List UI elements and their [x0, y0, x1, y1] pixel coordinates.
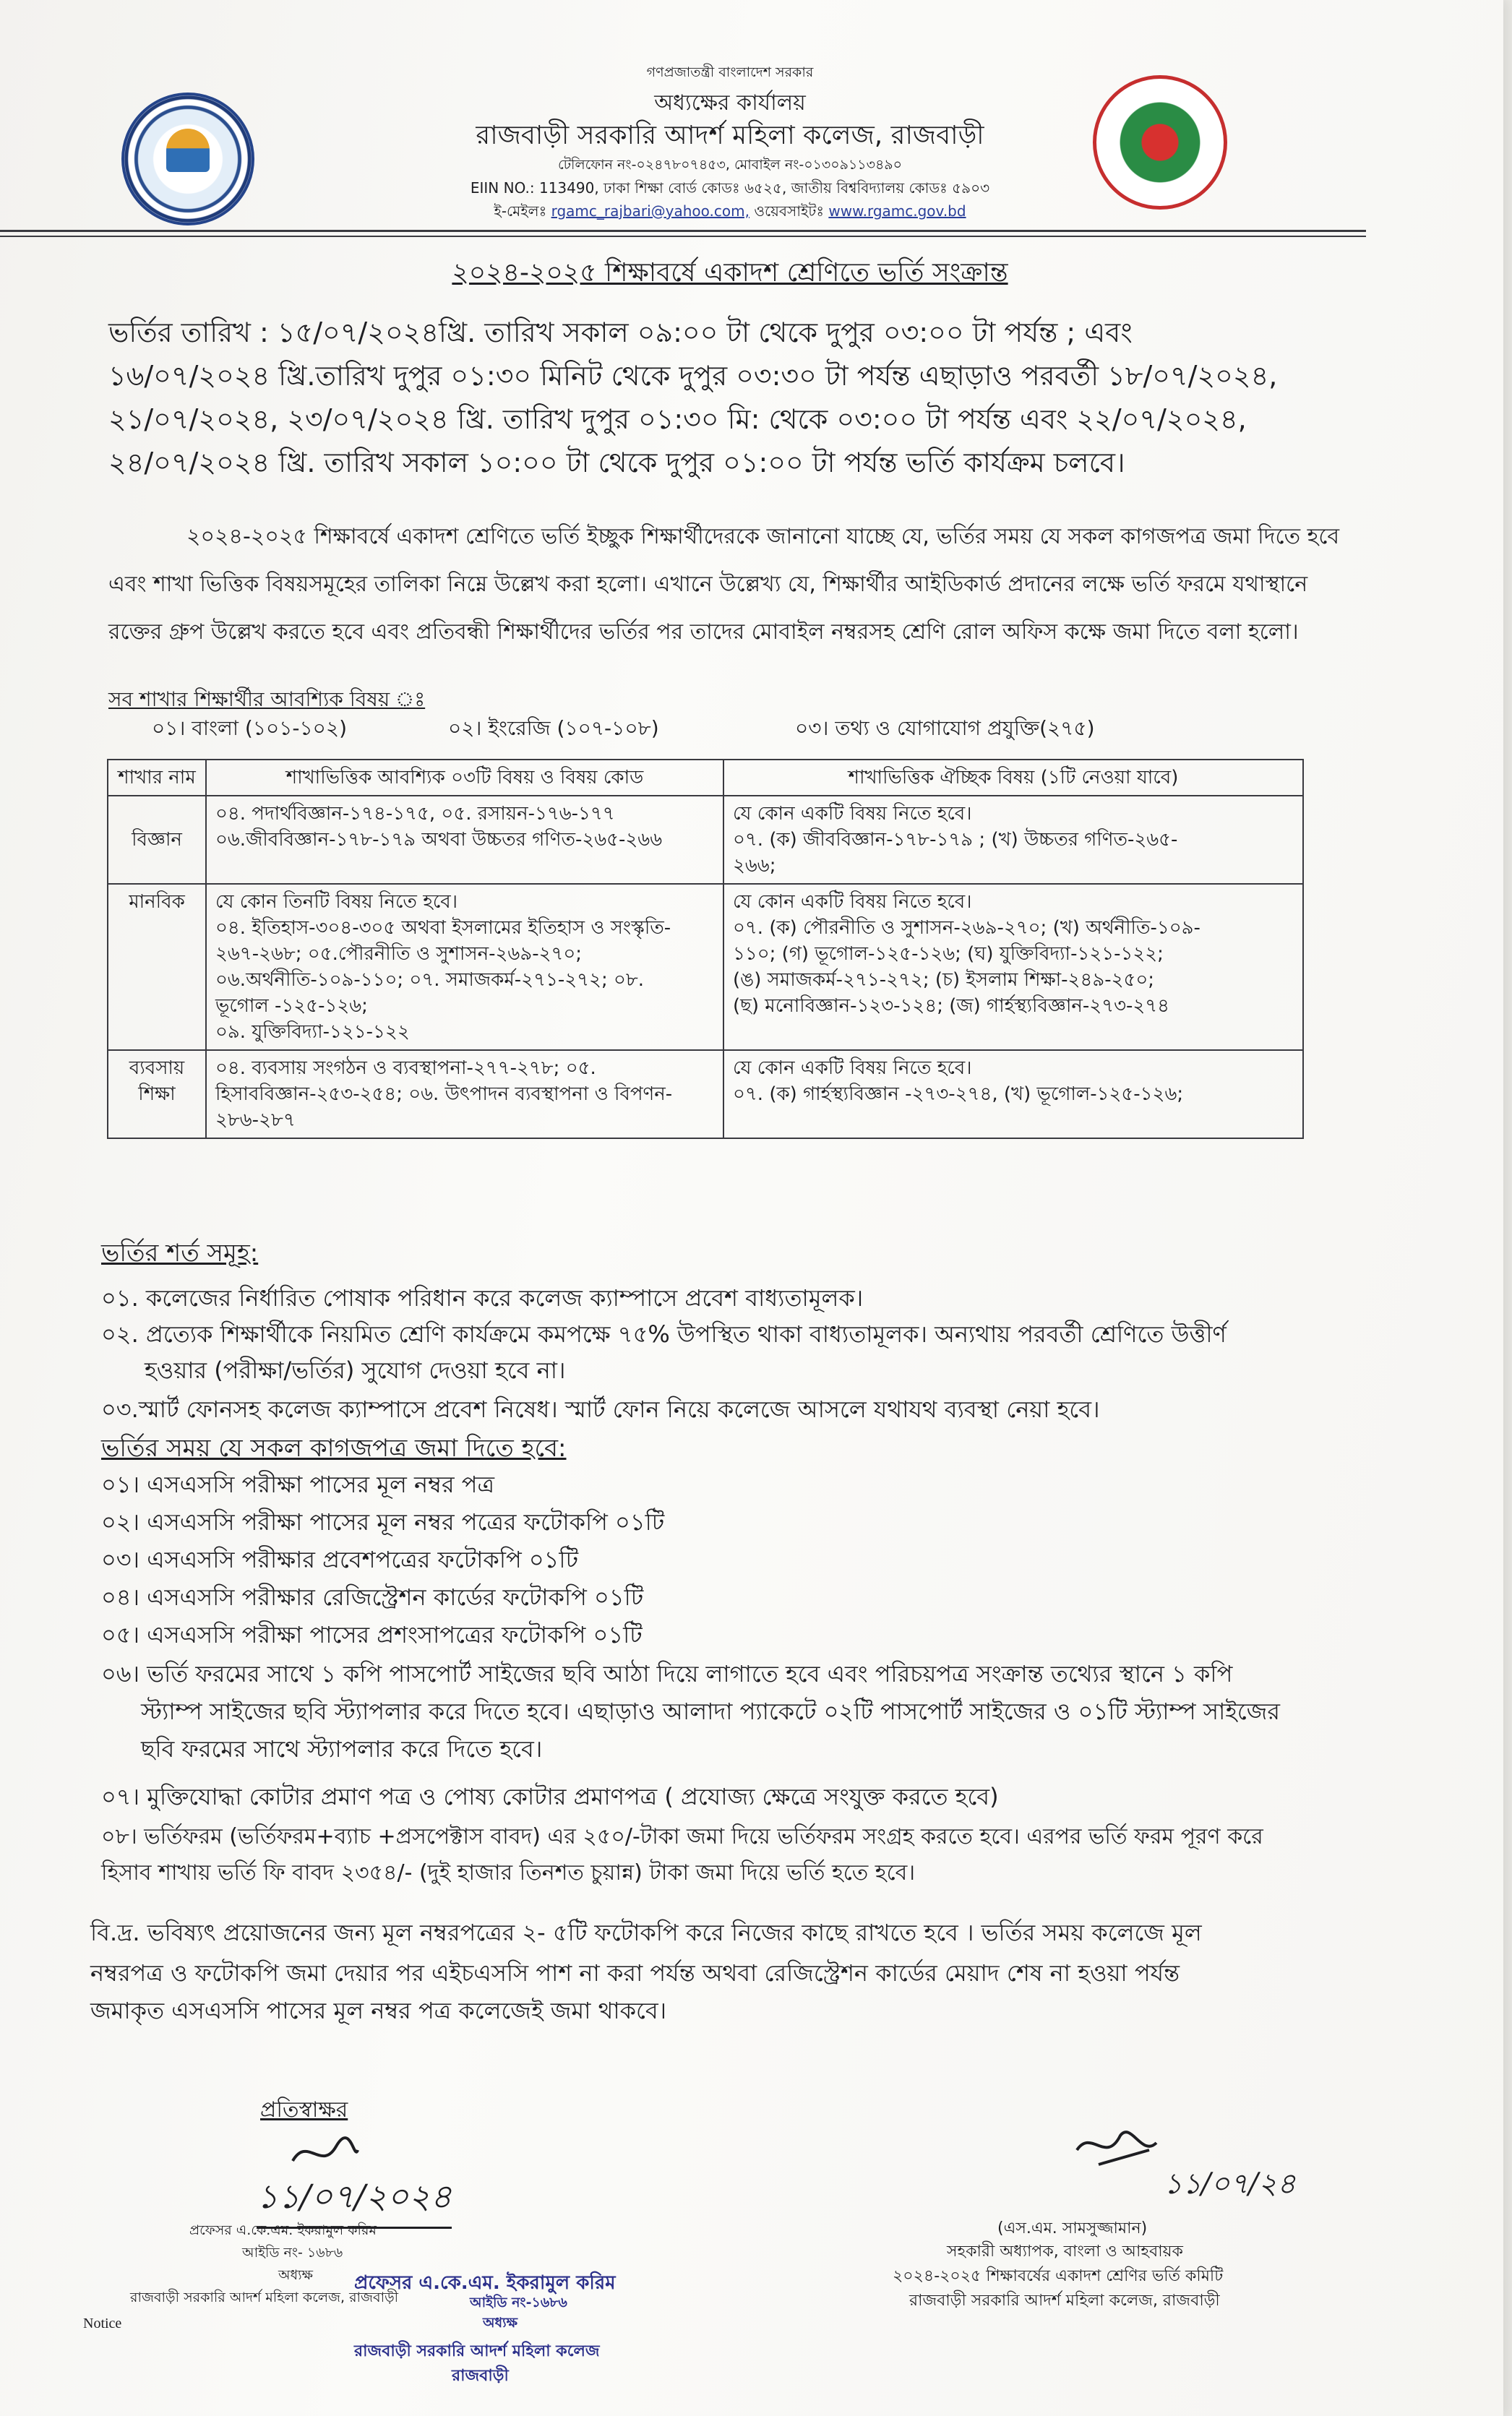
table-cell-line: ২৬৭-২৬৮; ০৫.পৌরনীতি ও সুশাসন-২৬৯-২৭০; — [215, 943, 583, 965]
stamp-college: রাজবাড়ী সরকারি আদর্শ মহিলা কলেজ — [354, 2342, 600, 2360]
table-cell-line: যে কোন একটি বিষয় নিতে হবে। — [733, 891, 972, 913]
subject-table — [107, 759, 1304, 1139]
signer-name-right: (এস.এম. সামসুজ্জামান) — [997, 2219, 1148, 2237]
table-row — [108, 1050, 1303, 1138]
email-link[interactable]: rgamc_rajbari@yahoo.com, — [551, 202, 749, 220]
document-item: ছবি ফরমের সাথে স্ট্যাপলার করে দিতে হবে। — [141, 1735, 543, 1763]
document-item: ০৩। এসএসসি পরীক্ষার প্রবেশপত্রের ফটোকপি ০১টি — [101, 1546, 579, 1573]
table-cell-line: ০৪. পদার্থবিজ্ঞান-১৭৪-১৭৫, ০৫. রসায়ন-১৭৬-১৭৭ — [215, 803, 615, 825]
intro-paragraph — [108, 513, 1366, 656]
eiin-line: EIIN NO.: 113490, ঢাকা শিক্ষা বোর্ড কোডঃ ৬৫২৫, জাতীয় বিশ্ববিদ্যালয় কোডঃ ৫৯০৩ — [470, 179, 990, 197]
table-cell-line: (ঙ) সমাজকর্ম-২৭১-২৭২; (চ) ইসলাম শিক্ষা-২৪৯-২৫০; — [733, 969, 1155, 991]
stamp-city: রাজবাড়ী — [452, 2367, 509, 2385]
college-name: রাজবাড়ী সরকারি আদর্শ মহিলা কলেজ, রাজবাড়ী — [476, 121, 984, 150]
signer-role-left: অধ্যক্ষ — [278, 2267, 314, 2283]
table-cell-line: ০৬.জীববিজ্ঞান-১৭৮-১৭৯ অথবা উচ্চতর গণিত-২৬৫-২৬৬ — [215, 829, 663, 851]
document-item: ০৮। ভর্তিফরম (ভর্তিফরম+ব্যাচ +প্রসপেক্টাস বাবদ) এর ২৫০/-টাকা জমা দিয়ে ভর্তিফরম সংগ্রহ করতে হবে। এরপর ভর্তি ফরম পূরণ করে — [101, 1824, 1263, 1849]
compulsory-item-3: ০৩। তথ্য ও যোগাযোগ প্রযুক্তি(২৭৫) — [795, 716, 1095, 740]
compulsory-item-1: ০১। বাংলা (১০১-১০২) — [152, 716, 348, 740]
table-cell-line: ভূগোল -১২৫-১২৬; — [215, 995, 368, 1017]
notice-title: ২০২৪-২০২৫ শিক্ষাবর্ষে একাদশ শ্রেণিতে ভর্তি সংক্রান্ত — [452, 258, 1008, 288]
table-cell-line: ০৪. ইতিহাস-৩০৪-৩০৫ অথবা ইসলামের ইতিহাস ও সংস্কৃতি- — [215, 917, 671, 939]
condition-item: হওয়ার (পরীক্ষা/ভর্তির) সুযোগ দেওয়া হবে না। — [145, 1357, 566, 1384]
phone-line: টেলিফোন নং-০২৪৭৮০৭৪৫৩, মোবাইল নং-০১৩০৯১১৩৪৯০ — [557, 157, 902, 173]
gov-line: গণপ্রজাতন্ত্রী বাংলাদেশ সরকার — [646, 64, 814, 80]
document-item: ০২। এসএসসি পরীক্ষা পাসের মূল নম্বর পত্রের ফটোকপি ০১টি — [101, 1508, 665, 1536]
note-line: নম্বরপত্র ও ফটোকপি জমা দেয়ার পর এইচএসসি পাশ না করা পর্যন্ত অথবা রেজিস্ট্রেশন কার্ডের মেয়াদ শেষ না হওয়া পর্যন্ত — [90, 1959, 1180, 1987]
compulsory-item-2: ০২। ইংরেজি (১০৭-১০৮) — [448, 716, 659, 740]
table-header: শাখাভিত্তিক ঐচ্ছিক বিষয় (১টি নেওয়া যাবে) — [723, 760, 1303, 796]
signer-name-left: প্রফেসর এ.কে.এম. ইকরামুল করিম — [189, 2222, 377, 2238]
signer-college-right: রাজবাড়ী সরকারি আদর্শ মহিলা কলেজ, রাজবাড়ী — [909, 2292, 1220, 2310]
signature-date-left: ১১/০৭/২০২৪ — [257, 2172, 452, 2229]
signature-date-right: ১১/০৭/২৪ — [1164, 2167, 1296, 2201]
optional-subjects — [723, 884, 1303, 1050]
optional-subjects — [723, 796, 1303, 884]
table-cell-line: যে কোন একটি বিষয় নিতে হবে। — [733, 803, 972, 825]
branch-name: ব্যবসায় শিক্ষা — [108, 1050, 206, 1138]
header-divider — [0, 230, 1366, 232]
signature-scribble-right — [1070, 2121, 1171, 2186]
signer-committee-right: ২০২৪-২০২৫ শিক্ষাবর্ষের একাদশ শ্রেণির ভর্তি কমিটি — [893, 2267, 1224, 2285]
office-name: অধ্যক্ষের কার্যালয় — [654, 90, 806, 116]
footer-label: Notice — [83, 2316, 122, 2331]
required-subjects — [206, 796, 723, 884]
document-item: ০৬। ভর্তি ফরমের সাথে ১ কপি পাসপোর্ট সাইজের ছবি আঠা দিয়ে লাগাতে হবে এবং পরিচয়পত্র সংক্রান্ত তথ্যের স্থানে ১ কপি — [101, 1660, 1233, 1688]
optional-subjects — [723, 1050, 1303, 1138]
document-item: ০৪। এসএসসি পরীক্ষার রেজিস্ট্রেশন কার্ডের ফটোকপি ০১টি — [101, 1583, 644, 1611]
header-divider-2 — [0, 236, 1366, 237]
table-header: শাখার নাম — [108, 760, 206, 796]
signature-scribble-left — [285, 2132, 365, 2175]
intro-line-3: রক্তের গ্রুপ উল্লেখ করতে হবে এবং প্রতিবন্ধী শিক্ষার্থীদের ভর্তির পর তাদের মোবাইল নম্বরসহ শ্রেণি রোল অফিস কক্ষে জমা দিতে বলা হলো। — [108, 619, 1299, 645]
document-item: হিসাব শাখায় ভর্তি ফি বাবদ ২৩৫৪/- (দুই হাজার তিনশত চুয়ান্ন) টাকা জমা দিয়ে ভর্তি হতে হবে। — [101, 1860, 916, 1886]
admission-dates — [108, 311, 1366, 484]
branch-name: মানবিক — [108, 884, 206, 1050]
intro-line-1: ২০২৪-২০২৫ শিক্ষাবর্ষে একাদশ শ্রেণিতে ভর্তি ইচ্ছুক শিক্ষার্থীদেরকে জানানো যাচ্ছে যে, ভর্তির সময় যে সকল কাগজপত্র জমা দিতে হবে — [186, 524, 1340, 549]
condition-item: ০২. প্রত্যেক শিক্ষার্থীকে নিয়মিত শ্রেণি কার্যক্রমে কমপক্ষে ৭৫% উপস্থিত থাকা বাধ্যতামূলক। অন্যথায় পরবর্তী শ্রেণিতে উত্তীর্ণ — [101, 1320, 1227, 1348]
table-row — [108, 884, 1303, 1050]
table-cell-line: ০৪. ব্যবসায় সংগঠন ও ব্যবস্থাপনা-২৭৭-২৭৮; ০৫. — [215, 1057, 596, 1079]
document-item: ০৫। এসএসসি পরীক্ষা পাসের প্রশংসাপত্রের ফটোকপি ০১টি — [101, 1621, 643, 1648]
signer-id-left: আইডি নং- ১৬৮৬ — [242, 2245, 343, 2261]
stamp-role: অধ্যক্ষ — [483, 2315, 518, 2331]
table-cell-line: ১১০; (গ) ভূগোল-১২৫-১২৬; (ঘ) যুক্তিবিদ্যা-১২১-১২২; — [733, 943, 1164, 965]
document-item: স্ট্যাম্প সাইজের ছবি স্ট্যাপলার করে দিতে হবে। এছাড়াও আলাদা প্যাকেটে ০২টি পাসপোর্ট সাইজের ও ০১টি স্ট্যাম্প সাইজের — [141, 1698, 1280, 1725]
table-header: শাখাভিত্তিক আবশ্যিক ০৩টি বিষয় ও বিষয় কোড — [206, 760, 723, 796]
document-item: ০৭। মুক্তিযোদ্ধা কোটার প্রমাণ পত্র ও পোষ্য কোটার প্রমাণপত্র ( প্রযোজ্য ক্ষেত্রে সংযুক্ত করতে হবে) — [101, 1783, 999, 1810]
condition-item: ০১. কলেজের নির্ধারিত পোষাক পরিধান করে কলেজ ক্যাম্পাসে প্রবেশ বাধ্যতামূলক। — [101, 1284, 864, 1312]
conditions-heading: ভর্তির শর্ত সমূহ: — [101, 1239, 259, 1268]
date-line-4: ২৪/০৭/২০২৪ খ্রি. তারিখ সকাল ১০:০০ টা থেকে দুপুর ০১:০০ টা পর্যন্ত ভর্তি কার্যক্রম চলবে। — [108, 447, 1125, 478]
table-cell-line: ০৭. (ক) পৌরনীতি ও সুশাসন-২৬৯-২৭০; (খ) অর্থনীতি-১০৯- — [733, 917, 1200, 939]
table-row — [108, 796, 1303, 884]
table-cell-line: হিসাববিজ্ঞান-২৫৩-২৫৪; ০৬. উৎপাদন ব্যবস্থাপনা ও বিপণন- — [215, 1083, 673, 1105]
stamp-id: আইডি নং-১৬৮৬ — [470, 2295, 567, 2310]
table-cell-line: ০৬.অর্থনীতি-১০৯-১১০; ০৭. সমাজকর্ম-২৭১-২৭২; ০৮. — [215, 969, 645, 991]
table-cell-line: যে কোন তিনটি বিষয় নিতে হবে। — [215, 891, 458, 913]
branch-name: বিজ্ঞান — [108, 796, 206, 884]
table-header-row — [108, 760, 1303, 796]
date-line-1: ভর্তির তারিখ : ১৫/০৭/২০২৪খ্রি. তারিখ সকাল ০৯:০০ টা থেকে দুপুর ০৩:০০ টা পর্যন্ত ; এবং — [108, 317, 1133, 348]
condition-item: ০৩.স্মার্ট ফোনসহ কলেজ ক্যাম্পাসে প্রবেশ নিষেধ। স্মার্ট ফোন নিয়ে কলেজে আসলে যথাযথ ব্যবস্থা নেয়া হবে। — [101, 1396, 1100, 1423]
contact-line — [0, 201, 1503, 225]
table-cell-line: যে কোন একটি বিষয় নিতে হবে। — [733, 1057, 972, 1079]
stamp-name: প্রফেসর এ.কে.এম. ইকরামুল করিম — [354, 2272, 616, 2294]
date-line-2: ১৬/০৭/২০২৪ খ্রি.তারিখ দুপুর ০১:৩০ মিনিট থেকে দুপুর ০৩:৩০ টা পর্যন্ত এছাড়াও পরবর্তী ১৮/০৭/২০২৪, — [108, 360, 1278, 392]
table-cell-line: ০৭. (ক) জীববিজ্ঞান-১৭৮-১৭৯ ; (খ) উচ্চতর গণিত-২৬৫- — [733, 829, 1178, 851]
email-prefix: ই-মেইলঃ — [494, 202, 547, 220]
required-subjects — [206, 1050, 723, 1138]
website-link[interactable]: www.rgamc.gov.bd — [828, 202, 966, 220]
note-line: বি.দ্র. ভবিষ্যৎ প্রয়োজনের জন্য মূল নম্বরপত্রের ২- ৫টি ফটোকপি করে নিজের কাছে রাখতে হবে । ভর্তির সময় কলেজে মূল — [90, 1919, 1202, 1946]
table-cell-line: ০৭. (ক) গার্হস্থ্যবিজ্ঞান -২৭৩-২৭৪, (খ) ভূগোল-১২৫-১২৬; — [733, 1083, 1184, 1105]
date-line-3: ২১/০৭/২০২৪, ২৩/০৭/২০২৪ খ্রি. তারিখ দুপুর ০১:৩০ মি: থেকে ০৩:০০ টা পর্যন্ত এবং ২২/০৭/২০২৪, — [108, 403, 1247, 435]
signer-role-right: সহকারী অধ্যাপক, বাংলা ও আহবায়ক — [947, 2243, 1183, 2261]
compulsory-heading: সব শাখার শিক্ষার্থীর আবশ্যিক বিষয় ঃ — [108, 687, 426, 711]
table-cell-line: (ছ) মনোবিজ্ঞান-১২৩-১২৪; (জ) গার্হস্থ্যবিজ্ঞান-২৭৩-২৭৪ — [733, 995, 1170, 1017]
web-prefix: ওয়েবসাইটঃ — [754, 202, 824, 220]
table-cell-line: ২৮৬-২৮৭ — [215, 1109, 296, 1131]
signer-college-left: রাজবাড়ী সরকারি আদর্শ মহিলা কলেজ, রাজবাড়ী — [130, 2290, 399, 2305]
required-subjects — [206, 884, 723, 1050]
note-line: জমাকৃত এসএসসি পাসের মূল নম্বর পত্র কলেজেই জমা থাকবে। — [90, 1997, 667, 2024]
countersign-label: প্রতিস্বাক্ষর — [260, 2097, 348, 2123]
table-cell-line: ২৬৬; — [733, 855, 776, 877]
intro-line-2: এবং শাখা ভিত্তিক বিষয়সমূহের তালিকা নিম্নে উল্লেখ করা হলো। এখানে উল্লেখ্য যে, শিক্ষার্থীর আইডিকার্ড প্রদানের লক্ষে ভর্তি ফরমে যথাস্থানে — [108, 572, 1308, 597]
documents-heading: ভর্তির সময় যে সকল কাগজপত্র জমা দিতে হবে: — [101, 1434, 567, 1463]
table-cell-line: ০৯. যুক্তিবিদ্যা-১২১-১২২ — [215, 1021, 410, 1043]
document-item: ০১। এসএসসি পরীক্ষা পাসের মূল নম্বর পত্র — [101, 1471, 494, 1498]
